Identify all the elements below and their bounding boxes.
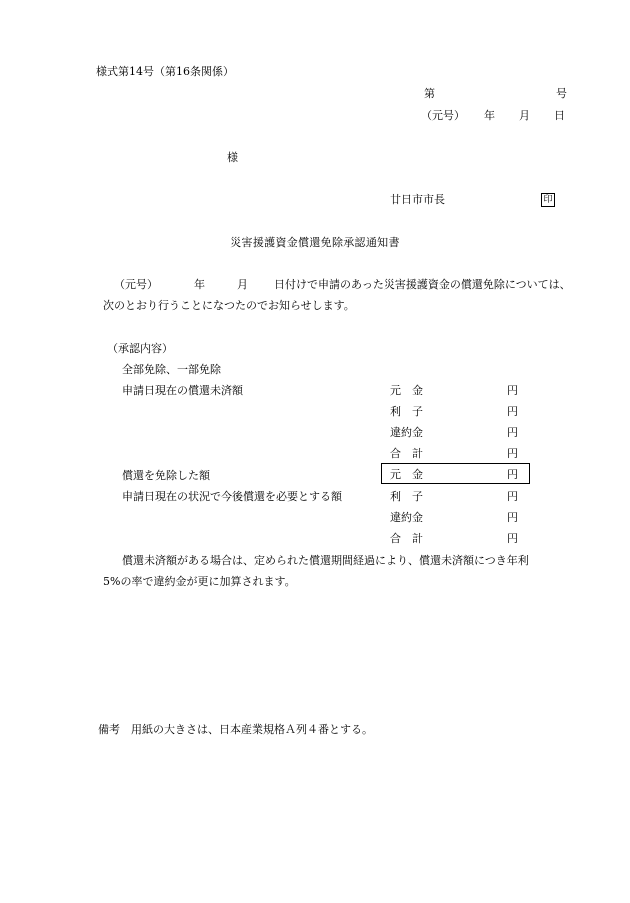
amount-row-label: 違約金 — [390, 511, 423, 524]
amount-row-unit: 円 — [507, 384, 518, 397]
body-text: 日付けで申請のあった災害援護資金の償還免除については、 — [274, 278, 571, 291]
amount-row-unit: 円 — [507, 490, 518, 503]
addressee-suffix: 様 — [227, 151, 238, 164]
body-era: （元号） — [114, 278, 158, 291]
issuer-name: 廿日市市長 — [390, 193, 445, 206]
amount-row-unit: 円 — [507, 447, 518, 460]
exemption-scope: 全部免除、一部免除 — [122, 363, 221, 376]
document-number-prefix: 第 — [424, 87, 435, 100]
amount-row-unit: 円 — [507, 511, 518, 524]
date-era: （元号） — [421, 109, 465, 122]
exempted-amount-label: 償還を免除した額 — [122, 469, 210, 482]
unpaid-amount-label: 申請日現在の償還未済額 — [122, 384, 243, 397]
amount-row-unit: 円 — [507, 426, 518, 439]
amount-row-unit: 円 — [507, 468, 518, 481]
penalty-note-line-1: 償還未済額がある場合は、定められた償還期間経過により、償還未済額につき年利 — [122, 554, 529, 567]
approval-heading: （承認内容） — [107, 342, 173, 355]
amount-row-unit: 円 — [507, 405, 518, 418]
date-year: 年 — [484, 109, 495, 122]
date-day: 日 — [554, 109, 565, 122]
body-year: 年 — [194, 278, 205, 291]
body-line-2: 次のとおり行うことになつたのでお知らせします。 — [103, 299, 355, 312]
amount-row-unit: 円 — [507, 532, 518, 545]
body-month: 月 — [237, 278, 248, 291]
amount-row-label: 元 金 — [390, 468, 423, 481]
future-repayment-label: 申請日現在の状況で今後償還を必要とする額 — [122, 490, 342, 503]
amount-row-label: 違約金 — [390, 426, 423, 439]
seal-icon: 印 — [541, 193, 555, 207]
penalty-note-line-2: 5%の率で違約金が更に加算されます。 — [103, 575, 296, 588]
amount-row-label: 利 子 — [390, 405, 423, 418]
amount-row-label: 合 計 — [390, 532, 423, 545]
body-line-1 — [114, 279, 571, 290]
amount-row-label: 利 子 — [390, 490, 423, 503]
date-month: 月 — [519, 109, 530, 122]
document-title: 災害援護資金償還免除承認通知書 — [230, 236, 400, 249]
form-number: 様式第14号（第16条関係） — [96, 65, 234, 78]
document-number-suffix: 号 — [556, 87, 567, 100]
amount-row-label: 元 金 — [390, 384, 423, 397]
remarks: 備考 用紙の大きさは、日本産業規格Ａ列４番とする。 — [98, 723, 373, 736]
amount-row-label: 合 計 — [390, 447, 423, 460]
